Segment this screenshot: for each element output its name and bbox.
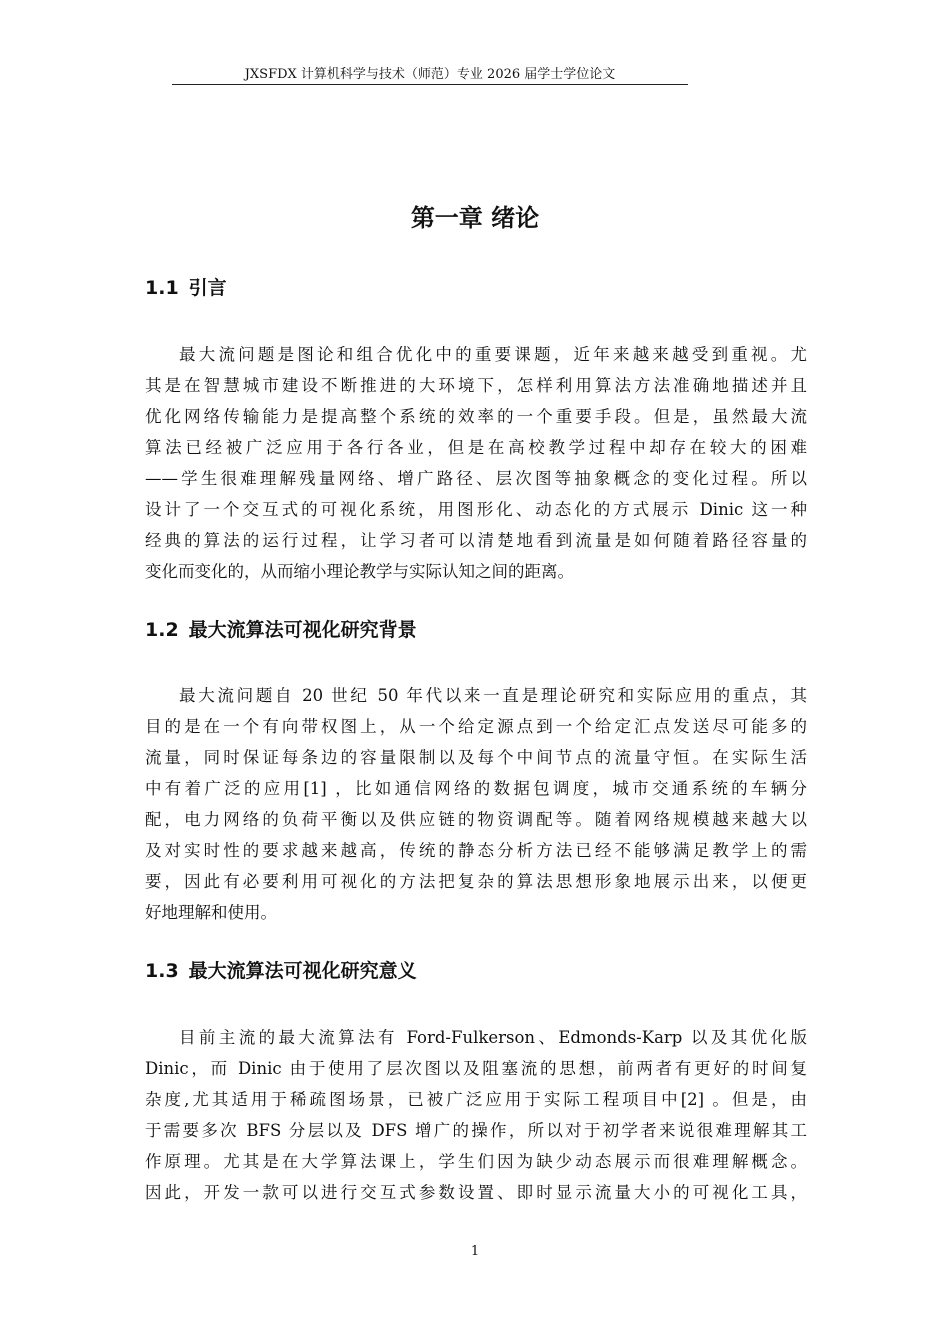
paragraph-line: 于需要多次 BFS 分层以及 DFS 增广的操作，所以对于初学者来说很难理解其工 <box>145 1121 807 1140</box>
paragraph-line: 设计了一个交互式的可视化系统，用图形化、动态化的方式展示 Dinic 这一种 <box>145 500 807 519</box>
paragraph-line: 目前主流的最大流算法有 Ford-Fulkerson、Edmonds-Karp 以及其优化版 <box>179 1028 807 1047</box>
section-number: 1.1 <box>145 277 179 299</box>
paragraph-line: 其是在智慧城市建设不断推进的大环境下，怎样利用算法方法准确地描述并且 <box>145 376 807 395</box>
paragraph-line: 作原理。尤其是在大学算法课上，学生们因为缺少动态展示而很难理解概念。 <box>145 1152 807 1171</box>
paragraph-line: ——学生很难理解残量网络、增广路径、层次图等抽象概念的变化过程。所以 <box>145 469 807 488</box>
paragraph-line: 最大流问题是图论和组合优化中的重要课题，近年来越来越受到重视。尤 <box>179 345 807 364</box>
section-number: 1.2 <box>145 619 179 641</box>
paragraph-line: 经典的算法的运行过程，让学习者可以清楚地看到流量是如何随着路径容量的 <box>145 531 807 550</box>
paragraph-line: 最大流问题自 20 世纪 50 年代以来一直是理论研究和实际应用的重点，其 <box>179 686 807 705</box>
paragraph-intro <box>145 339 807 587</box>
paragraph-line: 目的是在一个有向带权图上，从一个给定源点到一个给定汇点发送尽可能多的 <box>145 717 807 736</box>
paragraph-line: 变化而变化的，从而缩小理论教学与实际认知之间的距离。 <box>145 562 574 581</box>
running-header: JXSFDX 计算机科学与技术（师范）专业 2026 届学士学位论文 <box>244 67 616 82</box>
paragraph-line: 流量，同时保证每条边的容量限制以及每个中间节点的流量守恒。在实际生活 <box>145 748 807 767</box>
section-heading-1-3 <box>145 957 417 985</box>
paragraph-line: 中有着广泛的应用[1] ，比如通信网络的数据包调度，城市交通系统的车辆分 <box>145 779 807 798</box>
section-heading-1-1 <box>145 274 227 302</box>
paragraph-line: 要，因此有必要利用可视化的方法把复杂的算法思想形象地展示出来，以便更 <box>145 872 807 891</box>
paragraph-significance <box>145 1022 807 1208</box>
paragraph-line: 杂度,尤其适用于稀疏图场景，已被广泛应用于实际工程项目中[2] 。但是，由 <box>145 1090 807 1109</box>
section-number: 1.3 <box>145 960 179 982</box>
chapter-title: 第一章 绪论 <box>410 204 540 232</box>
paragraph-line: 算法已经被广泛应用于各行各业，但是在高校教学过程中却存在较大的困难 <box>145 438 807 457</box>
page-number: 1 <box>470 1244 480 1259</box>
header-rule <box>172 84 688 85</box>
paragraph-line: 好地理解和使用。 <box>145 903 277 922</box>
section-title: 最大流算法可视化研究意义 <box>188 960 417 982</box>
paragraph-line: 优化网络传输能力是提高整个系统的效率的一个重要手段。但是，虽然最大流 <box>145 407 807 426</box>
paragraph-line: 配，电力网络的负荷平衡以及供应链的物资调配等。随着网络规模越来越大以 <box>145 810 807 829</box>
section-heading-1-2 <box>145 616 417 644</box>
paragraph-line: 及对实时性的要求越来越高，传统的静态分析方法已经不能够满足教学上的需 <box>145 841 807 860</box>
section-title: 最大流算法可视化研究背景 <box>188 619 417 641</box>
section-title: 引言 <box>188 277 227 299</box>
paragraph-line: 因此，开发一款可以进行交互式参数设置、即时显示流量大小的可视化工具， <box>145 1183 807 1202</box>
paragraph-background <box>145 680 807 928</box>
paragraph-line: Dinic，而 Dinic 由于使用了层次图以及阻塞流的思想，前两者有更好的时间复 <box>145 1059 807 1078</box>
